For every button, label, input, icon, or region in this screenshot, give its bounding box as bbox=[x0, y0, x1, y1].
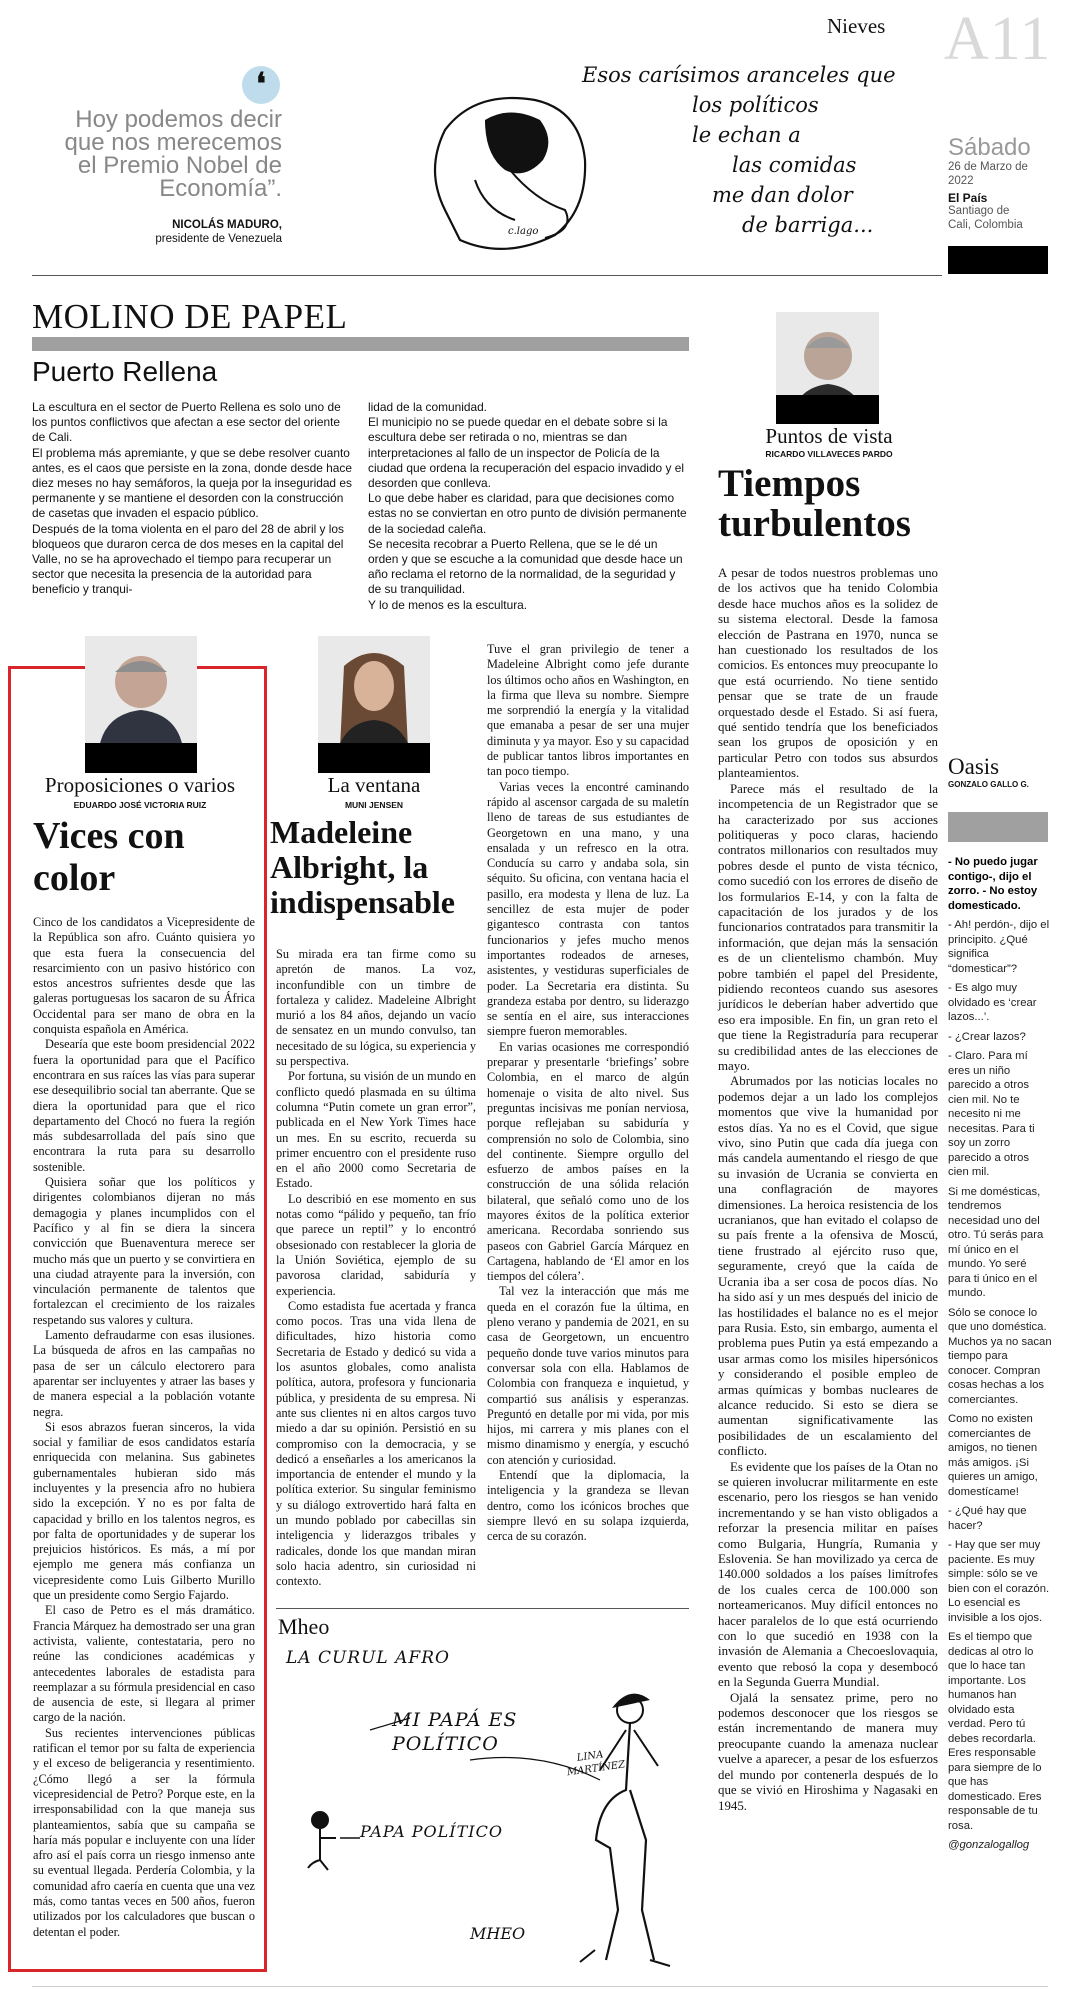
proposiciones-author: EDUARDO JOSÉ VICTORIA RUIZ bbox=[73, 800, 207, 810]
paragraph: - Hay que ser muy paciente. Es muy simple: sólo se ve bien con el corazón. Lo esencial es invisible a los ojos. bbox=[948, 1539, 1050, 1624]
ventana-column-name: La ventana bbox=[327, 773, 421, 797]
paragraph: - No puedo jugar contigo-, dijo el zorro. - No estoy domesticado. bbox=[948, 856, 1038, 912]
oasis-body bbox=[948, 855, 1052, 1858]
molino-rule bbox=[32, 337, 689, 351]
paper-place: Santiago de Cali, Colombia bbox=[948, 205, 1023, 231]
quote-role: presidente de Venezuela bbox=[155, 233, 282, 245]
ventana-body bbox=[276, 947, 476, 1589]
mheo-rule bbox=[276, 1608, 689, 1609]
header-rule bbox=[32, 275, 942, 276]
oasis-author: GONZALO GALLO G. bbox=[948, 780, 1029, 789]
paragraph: Cinco de los candidatos a Vicepresidente de la República son afro. Cuánto quisiera yo que esta fuera la consecuencia del resarcimiento con un pasivo histórico con estos ancestros sufrientes desde que las galeras portuguesas los sacaron de su África Occidental para ser mano de obra en la conquista española en América. bbox=[33, 915, 255, 1037]
photo-bar bbox=[318, 743, 430, 773]
proposiciones-body bbox=[33, 915, 255, 1940]
paragraph: Ojalá la sensatez prime, pero no podemos desconocer que los riesgos se están incrementando de manera muy preocupante cuando la amenaza nuclear vuelve a aparecer, a pesar de los esfuerzos del mundo por contenerla después de lo que se vivió en Hiroshima y Nagasaki en 1945. bbox=[718, 1690, 938, 1813]
paragraph: En varias ocasiones me correspondió preparar y presentarle ‘briefings’ sobre Colombia, en el marco de algún homenaje o visita de alto nivel. Sus preguntas incisivas me ponían nerviosa, porque reflejaban su sabiduría y comprensión no solo de Colombia, sino del continente. Siempre orgullo del esfuerzo de ambos países en la construcción de una sólida relación bilateral, que señaló como uno de los mayores éxitos de la política exterior americana. Recordaba sonriendo sus paseos con Gabriel García Márquez en Cartagena, hablando de ‘El amor en los tiempos del cólera’. bbox=[487, 1039, 689, 1284]
ventana-author: MUNI JENSEN bbox=[344, 800, 404, 810]
paragraph: Su mirada era tan firme como su apretón de manos. La voz, inconfundible con un timbre de fortaleza y calidez. Madeleine Albright murió a los 84 años, dejando un vacío de sensatez en un mundo convulso, tan necesitado de su lógica, su experiencia y su perspectiva. bbox=[276, 947, 476, 1069]
paragraph: Lamento defraudarme con esas ilusiones. La búsqueda de afros en las campañas no pasa de ser un cálculo electorero para aparentar ser incluyentes y atraer las bases y de manera especial a la población votante negra. bbox=[33, 1328, 255, 1419]
mheo-text-1: LA CURUL AFRO bbox=[286, 1648, 450, 1668]
paragraph: - Ah! perdón-, dijo el principito. ¿Qué significa “domesticar”? bbox=[948, 919, 1050, 975]
paragraph: Quisiera soñar que los políticos y dirigentes colombianos dijeran no más demagogia y planes incumplidos con el Pacífico y al fin se diera la sincera convicción que Buenaventura merece ser mucho más que un puerto y se convirtiera en una ciudad atrayente para la inversión, con vinculación permanente de talentos que fortalezcan el crecimiento de los raizales respetando sus valores y cultura. bbox=[33, 1175, 255, 1327]
paragraph: Parece más el resultado de la incompetencia de un Registrador que se ha caracterizado por sus acciones politiqueras y poco claras, haciendo contratos millonarios con resultados muy pobres desde el punto de vista técnico, como sucedió con los errores de diseño de los formularios E-14, y con la falta de capacitación de los jurados y de los funcionarios contratados para transmitir la información, que dejan más la sensación es de un clientelismo chambón. Muy pobre también el papel del Presidente, pidiendo reconteos cuando sus asesores jurídicos le deberían haber advertido que eso era imposible. En fin, un gran reto el que tiene la Registraduría para recuperar su credibilidad antes de las elecciones de mayo. bbox=[718, 781, 938, 1073]
proposiciones-title: Vices con color bbox=[33, 815, 185, 899]
cartoon-line: Esos carísimos aranceles que bbox=[582, 63, 896, 87]
paragraph: Es el tiempo que dedicas al otro lo que lo hace tan importante. Los humanos han olvidado esta verdad. Pero tú debes recordarla. Eres responsable para siempre de lo que has domesticado. Eres responsable de tu rosa. bbox=[948, 1631, 1042, 1832]
photo-bar bbox=[85, 743, 197, 773]
mheo-text-3: PAPA POLÍTICO bbox=[360, 1822, 503, 1841]
paragraph: - ¿Qué hay que hacer? bbox=[948, 1505, 1027, 1532]
cartoon-signature: c.lago bbox=[508, 226, 539, 237]
oasis-rule bbox=[948, 812, 1048, 842]
paragraph: - Claro. Para mí eres un niño parecido a otros cien mil. No te necesito ni me necesitas. Para ti soy un zorro parecido a otros cien mil. bbox=[948, 1050, 1035, 1178]
cartoon-line: las comidas bbox=[732, 153, 857, 177]
cartoon-line: me dan dolor bbox=[712, 183, 853, 207]
paragraph: El caso de Petro es el más dramático. Francia Márquez ha demostrado ser una gran activista, valiente, contestataria, pero no reúne las condiciones académicas y antecedentes laborales de estadista para reemplazar a su fórmula presidencial en caso de ausencia de este, si llegara al primer cargo de la nación. bbox=[33, 1603, 255, 1725]
oasis-column-name: Oasis bbox=[948, 754, 1000, 779]
proposiciones-column-name: Proposiciones o varios bbox=[44, 773, 236, 797]
molino-title: Puerto Rellena bbox=[32, 356, 218, 387]
date-text: 26 de Marzo de 2022 bbox=[948, 161, 1028, 187]
paragraph: - Es algo muy olvidado es ‘crear lazos...’. bbox=[948, 982, 1037, 1023]
molino-heading: MOLINO DE PAPEL bbox=[32, 297, 348, 336]
paragraph: Si me domésticas, tendremos necesidad uno del otro. Tú serás para mí único en el mundo. Yo seré para ti único en el mundo. bbox=[948, 1185, 1044, 1299]
mheo-signature: MHEO bbox=[470, 1924, 526, 1943]
section-label: Nieves bbox=[827, 14, 886, 38]
ventana-title: Madeleine Albright, la indispensable bbox=[270, 814, 455, 920]
paragraph: Sus recientes intervenciones públicas ratifican el temor por su falta de experiencia y el exceso de beligerancia y resentimiento. ¿Cómo llegó a ser la fórmula vicepresidencial de Petro? Porque este, en la irresponsabilidad con la que maneja sus planteamientos, sabía que su campaña se haría más popular e incluyente con una líder afro así el país corra un riesgo inmenso ante su eventual llegada. Perdería Colombia, y la comunidad afro caería en cuenta que una vez más, como tantas veces en 500 años, fueron utilizados por los calculadores que buscan o detentan el poder. bbox=[33, 1725, 255, 1939]
page-number: A11 bbox=[944, 5, 1052, 73]
author-photo-jensen bbox=[318, 636, 430, 748]
author-photo-victoria bbox=[85, 636, 197, 748]
paragraph: Desearía que este boom presidencial 2022 fuera la oportunidad para que el Pacífico encontrara en sus raíces las vías para superar ese desequilibrio social tan aberrante. Que se diera la oportunidad para que el rico departamento del Chocó no fuera la región más subdesarrollada del país sino que encontrara la ruta para su desarrollo sostenible. bbox=[33, 1037, 255, 1174]
paragraph: Abrumados por las noticias locales no podemos dejar a un lado los complejos momentos que vive la humanidad por estos días. Ya no es el Covid, que sigue vivo, sino Putin que cada día juega con más candela aumentando el riesgo de que su invasión de Ucrania se convierta en una conflagración de mayores dimensiones. La heroica resistencia de los ucranianos, que han evitado el colapso de su país frente a la ofensiva de Moscú, tiene frustrado al ejército ruso que, seguramente, creyó que la caída de Ucrania iba a ser cosa de pocos días. No ha sido así y un mes después del inicio de las hostilidades el balance no es el mejor para Rusia. Esto, sin embargo, aumenta el problema pues Putin ya está empezando a usar armas como los misiles hipersónicos y considerando el posible empleo de armas químicas y bombas nucleares de alcance reducido. Si esto se diera se aumentan significativamente las posibilidades de un escalamiento del conflicto. bbox=[718, 1074, 938, 1459]
paragraph: Si esos abrazos fueran sinceros, la vida social y familiar de esos candidatos estaría enriquecida con melanina. Sus gabinetes gubernamentales hubieran sido más incluyentes y la presencia afro no hubiera sido la excepción. Y no es por falta de capacidad y brillo en los talentos negros, es por falta de oportunidades y de superar los prejuicios históricos. Es más, a mí por ejemplo me genera más confianza un vicepresidente como Luis Gilberto Murillo que un presidente como Sergio Fajardo. bbox=[33, 1419, 255, 1603]
paragraph: Como no existen comerciantes de amigos, no tienen más amigos. ¡Si quieres un amigo, domestícame! bbox=[948, 1413, 1038, 1498]
puntos-body bbox=[718, 566, 938, 1814]
paragraph: A pesar de todos nuestros problemas uno de los activos que ha tenido Colombia desde hace muchos años es la solidez de su sistema electoral. Desde la famosa elección de Pastrana en 1970, nunca se han cuestionado los resultados de los comicios. Es entonces muy preocupante lo que está ocurriendo. No tiene sentido pensar que se trate de un fraude orquestado desde el Estado. Si así fuera, qué sentido tendría que los beneficiados sean los grupos de oposición y en particular Petro con todos sus absurdos planteamientos. bbox=[718, 566, 938, 781]
puntos-column-name: Puntos de vista bbox=[765, 424, 893, 448]
paragraph: - ¿Crear lazos? bbox=[948, 1030, 1026, 1043]
black-block bbox=[948, 246, 1048, 274]
quote-author: NICOLÁS MADURO, bbox=[172, 219, 282, 231]
quote-icon: ❛ bbox=[242, 66, 280, 104]
ventana-body-2 bbox=[487, 642, 689, 1545]
paragraph: Entendí que la diplomacia, la inteligencia y la grandeza se llevan dentro, como los icónicos broches que siempre llevó en su solapa izquierda, cerca de su corazón. bbox=[487, 1468, 689, 1544]
paragraph: Sólo se conoce lo que uno doméstica. Muchos ya no sacan tiempo para conocer. Compran cosas hechas a los comerciantes. bbox=[948, 1306, 1052, 1406]
puntos-title: Tiempos turbulentos bbox=[718, 462, 911, 545]
paper-name: El País bbox=[948, 191, 988, 205]
puntos-author: RICARDO VILLAVECES PARDO bbox=[765, 449, 893, 459]
paragraph: Lo describió en ese momento en sus notas como “pálido y pequeño, tan frío que parece un reptil” y lo encontró obsesionado con restablecer la gloria de la Unión Soviética, ejemplo de su pavorosa claridad, sabiduría y experiencia. bbox=[276, 1191, 476, 1298]
paragraph: Tuve el gran privilegio de tener a Madeleine Albright como jefe durante los últimos ocho años en Washington, en la firma que lleva su nombre. Siempre me sorprendió la energía y la vitalidad que emanaba a pesar de ser una mujer diminuta y ya mayor. Eso y su capacidad de publicar tantos libros importantes en tan poco tiempo. bbox=[487, 642, 689, 779]
photo-bar bbox=[776, 395, 879, 424]
cartoon-text bbox=[582, 60, 912, 240]
date-day: Sábado bbox=[948, 134, 1031, 161]
paragraph: Como estadista fue acertada y franca como pocos. Tras una vida llena de dificultades, hizo historia como Secretaria de Estado y dedicó su vida a los asuntos globales, como analista política, autora, profesora y funcionaria pública, y presidenta de su empresa. Ni ante sus clientes ni en altos cargos tuvo miedo a dar su opinión. Persistió en su compromiso con la democracia, y se dedicó a enseñarles a los americanos la importancia de entender el mundo y la política exterior. Su singular feminismo y su diálogo extrovertido hará falta en un mundo poblado por cabecillas sin inteligencia y liderazgos tribales y radicales, donde los que mandan miran solo hacia adentro, sin curiosidad ni contexto. bbox=[276, 1298, 476, 1589]
cartoon-line: los políticos bbox=[692, 93, 819, 117]
paragraph: Por fortuna, su visión de un mundo en conflicto quedó plasmada en su última columna “Putin comete un gran error”, publicada en el New York Times hace un mes. En su escrito, recuerda su primer encuentro con el presidente ruso en el año 2000 como Secretaria de Estado. bbox=[276, 1069, 476, 1191]
mheo-label: Mheo bbox=[278, 1614, 330, 1639]
molino-col1: La escultura en el sector de Puerto Rellena es solo uno de los puntos conflictivos que afectan a ese sector del oriente de Cali. El problema más apremiante, y que se debe resolver cuanto antes, es el caos que persiste en la zona, donde desde hace diez meses no hay semáforos, la queja por la inseguridad es permanente y se mantiene el desorden con la construcción de casetas que invaden el espacio público. Después de la toma violenta en el paro del 28 de abril y los bloqueos que duraron cerca de dos meses en la capital del Valle, no se ha aprovechado el tiempo para recuperar un sector que necesita la presencia de la autoridad para beneficio y tranqui- bbox=[32, 400, 352, 597]
molino-col2: lidad de la comunidad. El municipio no se puede quedar en el debate sobre si la escultura debe ser retirada o no, mientras se dan interpretaciones al fallo de un inspector de Policía de la ciudad que ordena la recuperación del espacio invadido y el desorden que conlleva. Lo que debe haber es claridad, para que decisiones como estas no se conviertan en otro punto de división permanente de la sociedad caleña. Se necesita recobrar a Puerto Rellena, que se le dé un orden y que se escuche a la comunidad que desde hace un año reclama el retorno de la normalidad, de la seguridad y de su tranquilidad. Y lo de menos es la escultura. bbox=[368, 400, 687, 612]
mheo-text-2: MI PAPÁ ES POLÍTICO bbox=[392, 1709, 518, 1755]
cartoon-line: de barriga... bbox=[742, 213, 874, 237]
cartoon-line: le echan a bbox=[692, 123, 801, 147]
quote-text: Hoy podemos decir que nos merecemos el Premio Nobel de Economía”. bbox=[64, 106, 282, 202]
paragraph: Es evidente que los países de la Otan no se quieren involucrar militarmente en este escenario, pero los riesgos se han venido incrementando y se han visto obligados a reforzar la presencia militar en países como Bulgaria, Hungría, Rumania y Eslovenia. Se han movilizado ya cerca de 140.000 soldados a los países limítrofes de los cuales cerca de 100.000 son norteamericanos. Muy difícil entonces no hacer paralelos de lo que está ocurriendo con lo que sucedió en 1938 con la invasión de Alemania a Checoeslovaquia, evento que rebosó la copa y desembocó en la Segunda Guerra Mundial. bbox=[718, 1459, 938, 1690]
mheo-name-tag: LINA MARTÍNEZ bbox=[566, 1749, 626, 1779]
footer-rule bbox=[32, 1986, 1048, 1987]
paragraph: Varias veces la encontré caminando rápido al ascensor cargada de su maletín lleno de tareas de sus estudiantes de Georgetown en una mano, y una ensalada y un refresco en la otra. Conducía su carro y andaba sola, sin séquito. Su oficina, con ventana hacia el pasillo, era modesta y llena de luz. La sencillez de esta mujer de poder gigantesco contrasta con tantos funcionarios y jefes mucho menos importantes rodeados de arneses, asistentes, y vestiduras superficiales de poder. La Secretaria era distinta. Su grandeza estaba por dentro, su liderazgo se sentía en el aire, sus interacciones siempre fueron memorables. bbox=[487, 779, 689, 1039]
twitter-handle: @gonzalogallog bbox=[948, 1839, 1030, 1851]
paragraph: Tal vez la interacción que más me queda en el corazón fue la última, en pleno verano y pandemia de 2021, en su casa de Georgetown, un encuentro pequeño donde tuve varios minutos para conversar sola con ella. Hablamos de Colombia con franqueza e inquietud, y compartió sus análisis y esperanzas. Preguntó en detalle por mi vida, por mis hijos, mi carrera y mis planes con el mismo dinamismo y energía, y escuchó con atención y curiosidad. bbox=[487, 1284, 689, 1467]
